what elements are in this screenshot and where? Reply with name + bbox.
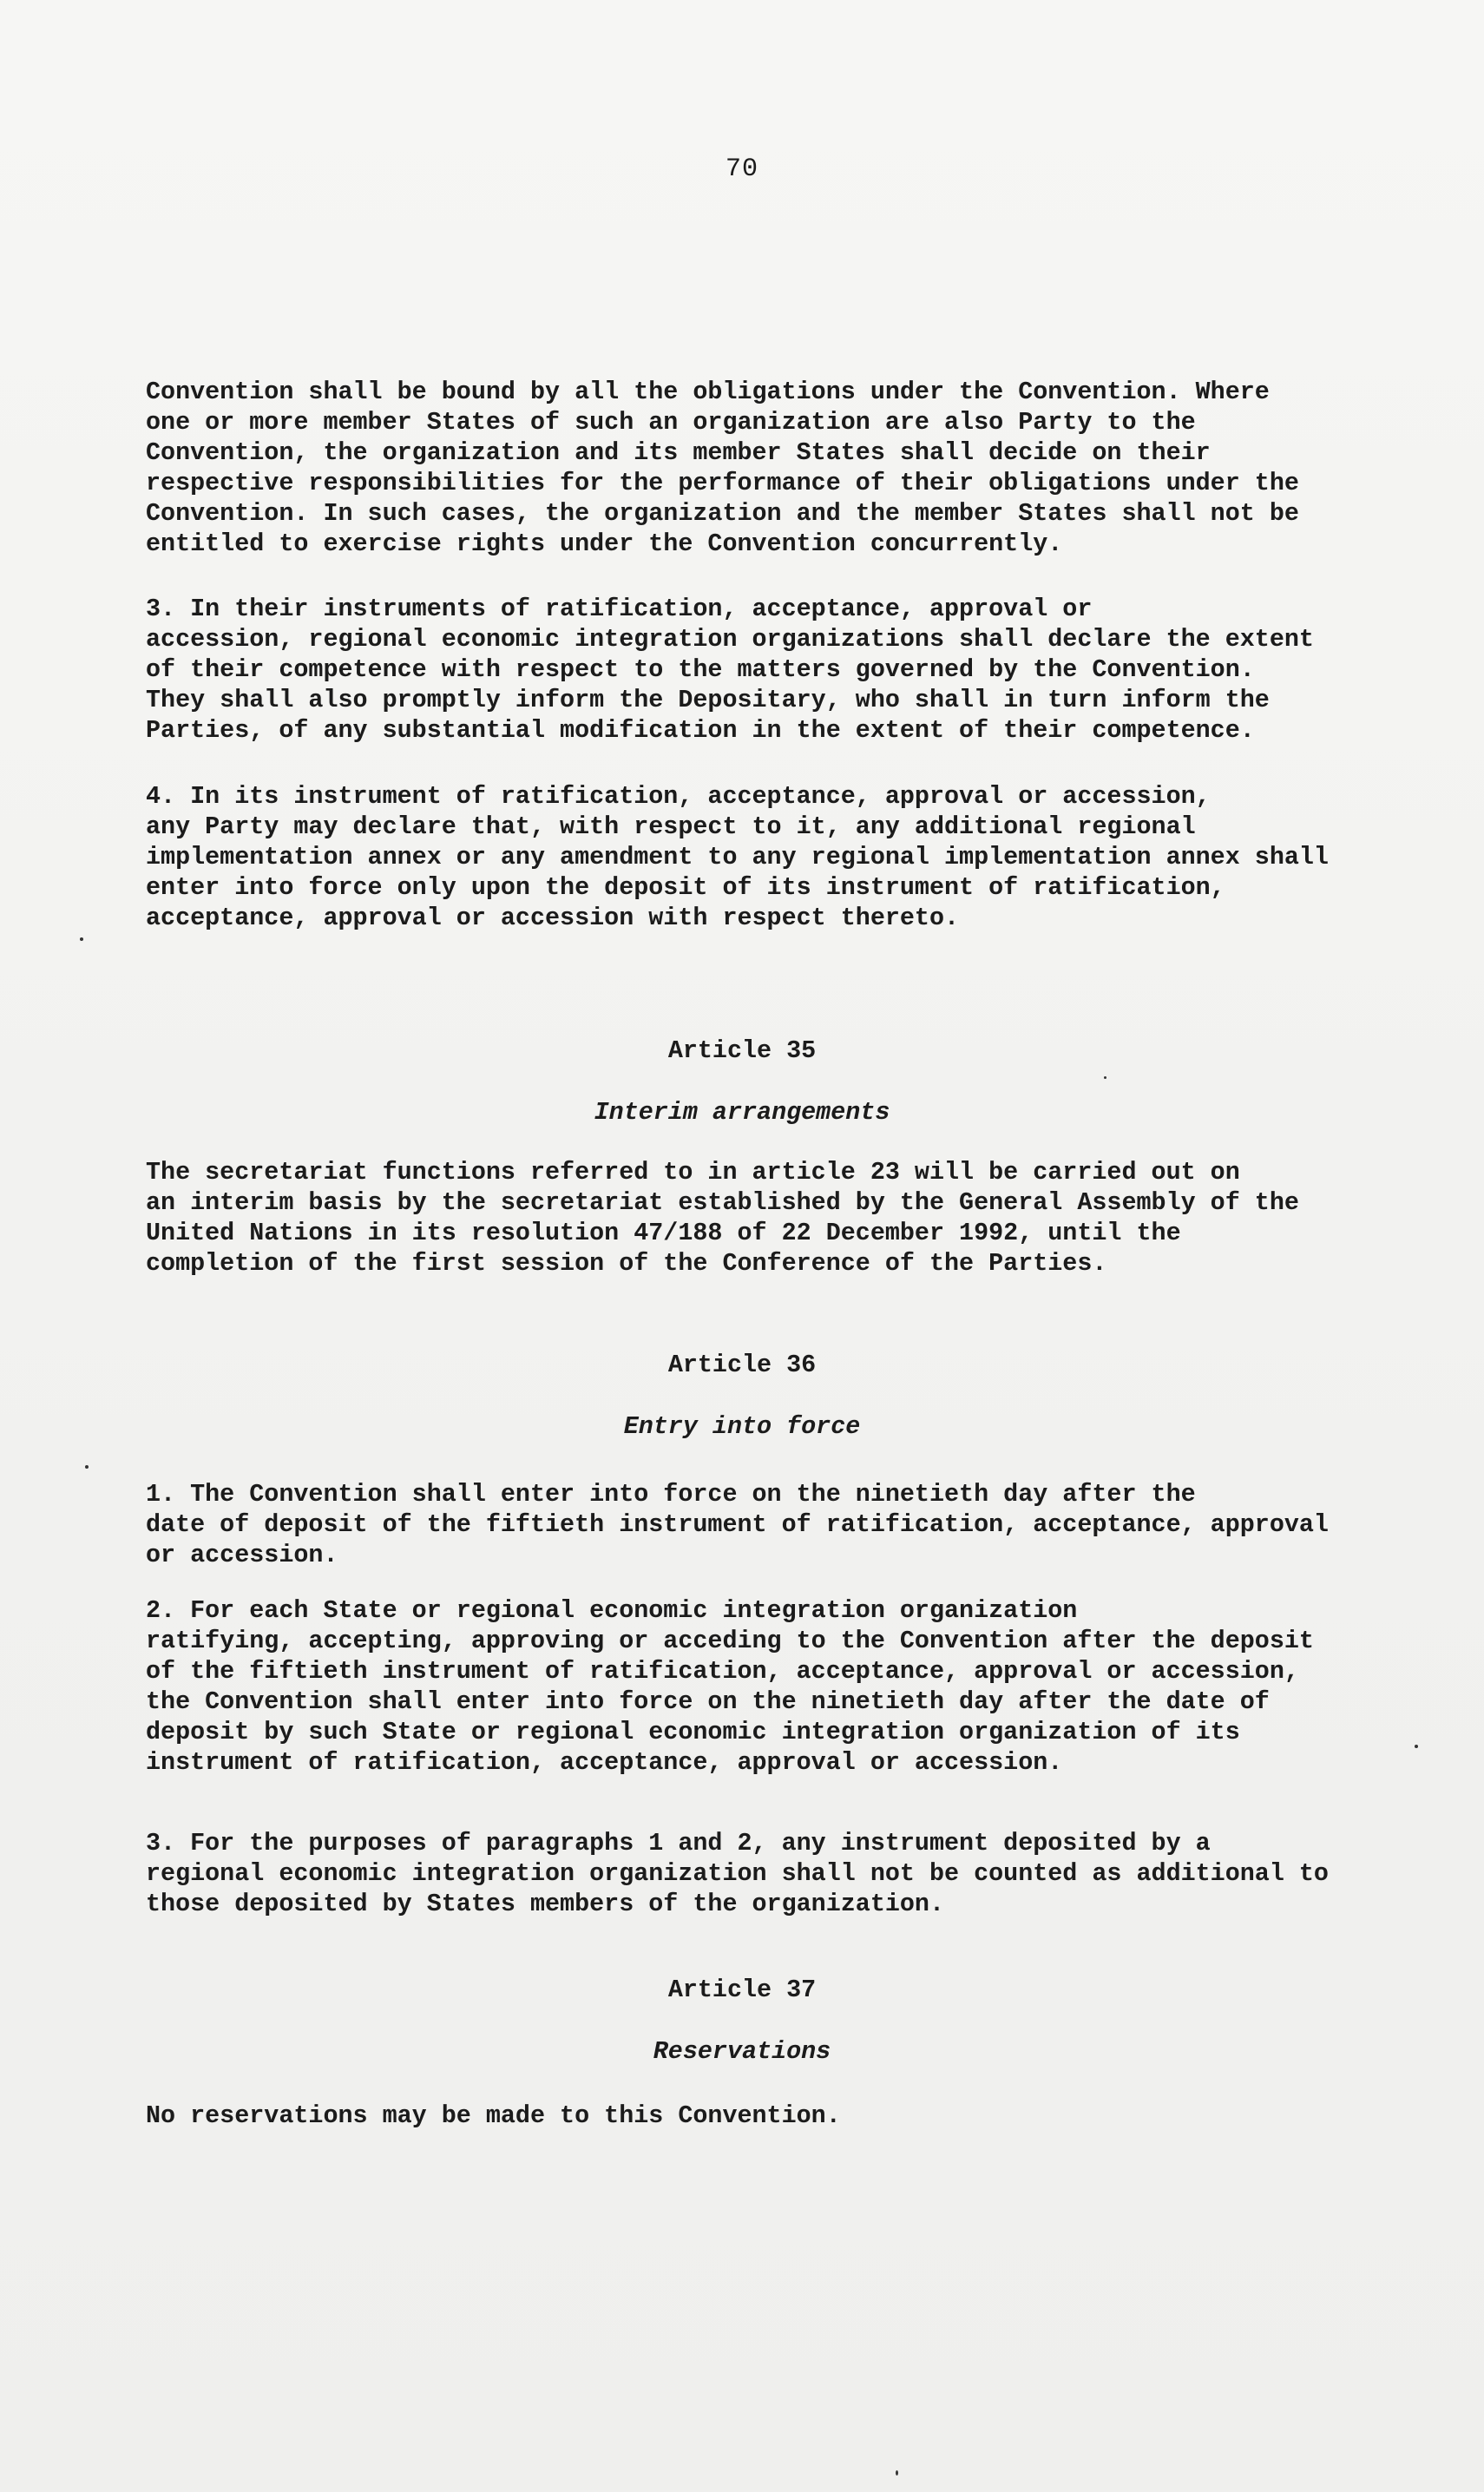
article-37-title: Reservations	[653, 2037, 831, 2066]
page-number: 70	[725, 155, 758, 184]
article-35-body: The secretariat functions referred to in article 23 will be carried out on an interim basis by the secretariat established by the General Assembly of the United Nations in its resolution 47/188 of 22 December 1992, until the completion of the first session of the Conference of the Parties.	[146, 1158, 1299, 1278]
article-36-para-3-block	[146, 1828, 1413, 1919]
paragraph-4: 4. In its instrument of ratification, acceptance, approval or accession, any Party may declare that, with respect to it, any additional regional implementation annex or any amendment to any regional implementation annex shall enter into force only upon the deposit of its instrument of ratification, acceptance, approval or accession with respect thereto.	[146, 782, 1329, 932]
scan-speck	[1104, 1076, 1106, 1079]
intro-paragraph-block	[146, 377, 1413, 559]
article-35-body-block	[146, 1157, 1413, 1279]
scan-speck	[896, 2470, 898, 2476]
scan-speck	[1415, 1745, 1418, 1748]
article-36-paragraph-2: 2. For each State or regional economic integration organization ratifying, accepting, approving or acceding to the Convention after the deposit of the fiftieth instrument of ratification, acceptance, approval or accession, the Convention shall enter into force on the ninetieth day after the date of deposit by such State or regional economic integration organization of its instrument of ratification, acceptance, approval or accession.	[146, 1596, 1314, 1777]
article-37-body: No reservations may be made to this Convention.	[146, 2101, 841, 2130]
paragraph-4-block	[146, 781, 1413, 933]
article-37-body-block	[146, 2101, 1413, 2131]
paragraph-3: 3. In their instruments of ratification, acceptance, approval or accession, regional economic integration organizations shall declare the extent of their competence with respect to the matters governed by the Convention. They shall also promptly inform the Depositary, who shall in turn inform the Parties, of any substantial modification in the extent of their competence.	[146, 595, 1314, 745]
article-37-heading: Article 37	[667, 1976, 817, 2004]
article-36-para-1-block	[146, 1479, 1413, 1570]
article-36-para-2-block	[146, 1595, 1413, 1778]
article-36-paragraph-3: 3. For the purposes of paragraphs 1 and 2, any instrument deposited by a regional economic integration organization shall not be counted as additional to those deposited by States members of the organization.	[146, 1829, 1329, 1918]
intro-paragraph: Convention shall be bound by all the obligations under the Convention. Where one or more member States of such an organization are also Party to the Convention, the organization and its member States shall decide on their respective responsibilities for the performance of their obligations under the Convention. In such cases, the organization and the member States shall not be entitled to exercise rights under the Convention concurrently.	[146, 378, 1299, 558]
article-36-heading: Article 36	[667, 1351, 817, 1379]
scan-speck	[80, 937, 83, 941]
paragraph-3-block	[146, 594, 1413, 746]
article-35-heading: Article 35	[667, 1036, 817, 1065]
article-36-paragraph-1: 1. The Convention shall enter into force on the ninetieth day after the date of deposit of the fiftieth instrument of ratification, acceptance, approval or accession.	[146, 1480, 1329, 1569]
article-36-title: Entry into force	[623, 1412, 861, 1441]
scan-speck	[85, 1465, 89, 1469]
article-35-title: Interim arrangements	[594, 1098, 890, 1127]
